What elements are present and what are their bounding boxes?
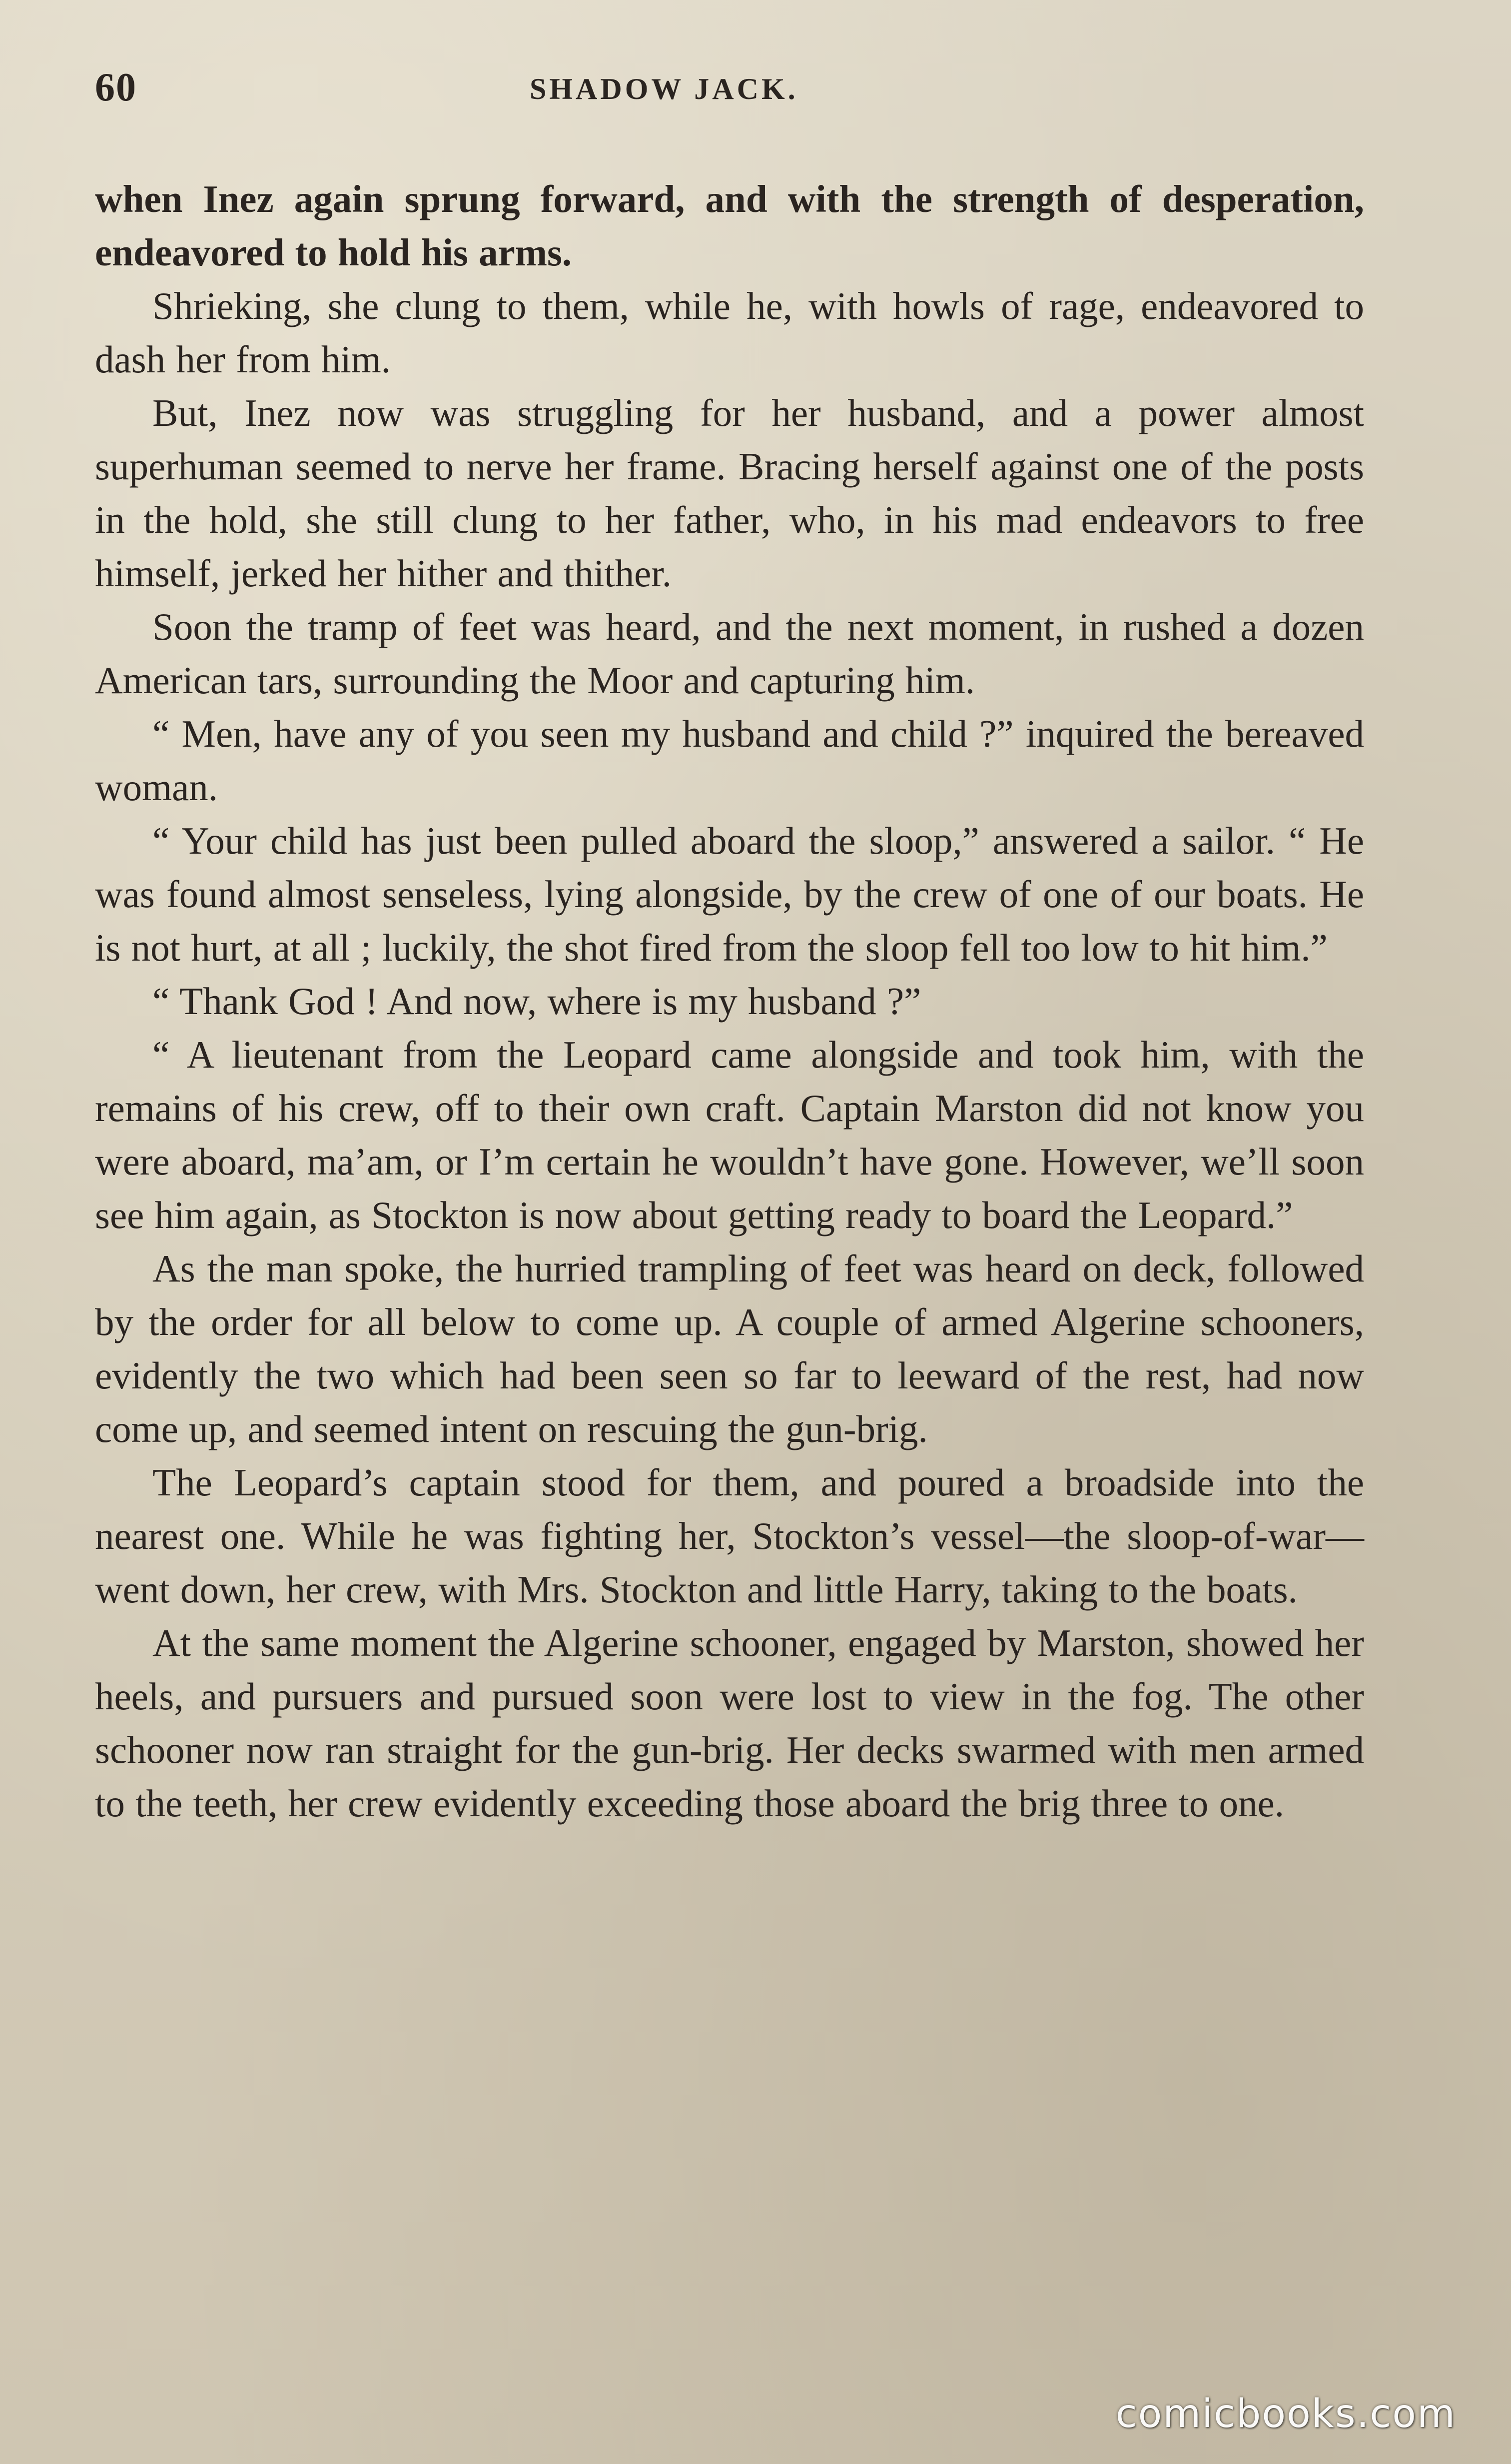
paragraph-3: But, Inez now was struggling for her husband, and a power almost superhuman seemed to nerve her frame. Bracing herself against one of the posts in the hold, she still clung to her father, who, in his mad endeavors to free himself, jerked her hither and thither. xyxy=(95,391,1364,595)
paragraph-1: when Inez again sprung forward, and with the strength of desperation, endeavored to hold his arms. xyxy=(95,177,1364,274)
running-title: SHADOW JACK. xyxy=(530,72,798,105)
body-text xyxy=(95,172,1364,1830)
paragraph-10: The Leopard’s captain stood for them, and poured a broadside into the nearest one. While he was fighting her, Stockton’s vessel—the sloop-of-war—went down, her crew, with Mrs. Stockton and little Harry, taking to the boats. xyxy=(95,1461,1364,1611)
paragraph-2: Shrieking, she clung to them, while he, with howls of rage, endeavored to dash her from him. xyxy=(95,284,1364,381)
paragraph-11: At the same moment the Algerine schooner, engaged by Marston, showed her heels, and pursuers and pursued soon were lost to view in the fog. The other schooner now ran straight for the gun-brig. Her decks swarmed with men armed to the teeth, her crew evidently exceeding those aboard the brig three to one. xyxy=(95,1621,1364,1825)
paragraph-8: “ A lieutenant from the Leopard came alongside and took him, with the remains of his crew, off to their own craft. Captain Marston did not know you were aboard, ma’am, or I’m certain he wouldn’t have gone. However, we’ll soon see him again, as Stockton is now about getting ready to board the Leopard.” xyxy=(95,1033,1364,1236)
paragraph-4: Soon the tramp of feet was heard, and the next moment, in rushed a dozen American tars, surrounding the Moor and capturing him. xyxy=(95,605,1364,702)
paragraph-6: “ Your child has just been pulled aboard the sloop,” answered a sailor. “ He was found almost senseless, lying alongside, by the crew of one of our boats. He is not hurt, at all ; luckily, the shot fired from the sloop fell too low to hit him.” xyxy=(95,819,1364,969)
running-head xyxy=(95,65,1361,125)
watermark: comicbooks.com xyxy=(1115,2392,1456,2437)
paragraph-5: “ Men, have any of you seen my husband and child ?” inquired the bereaved woman. xyxy=(95,712,1364,809)
paragraph-7: “ Thank God ! And now, where is my husband ?” xyxy=(152,980,921,1023)
paragraph-9: As the man spoke, the hurried trampling of feet was heard on deck, followed by the order for all below to come up. A couple of armed Algerine schooners, evidently the two which had been seen so far to leeward of the rest, had now come up, and seemed intent on rescuing the gun-brig. xyxy=(95,1247,1364,1450)
page-number: 60 xyxy=(95,65,137,109)
